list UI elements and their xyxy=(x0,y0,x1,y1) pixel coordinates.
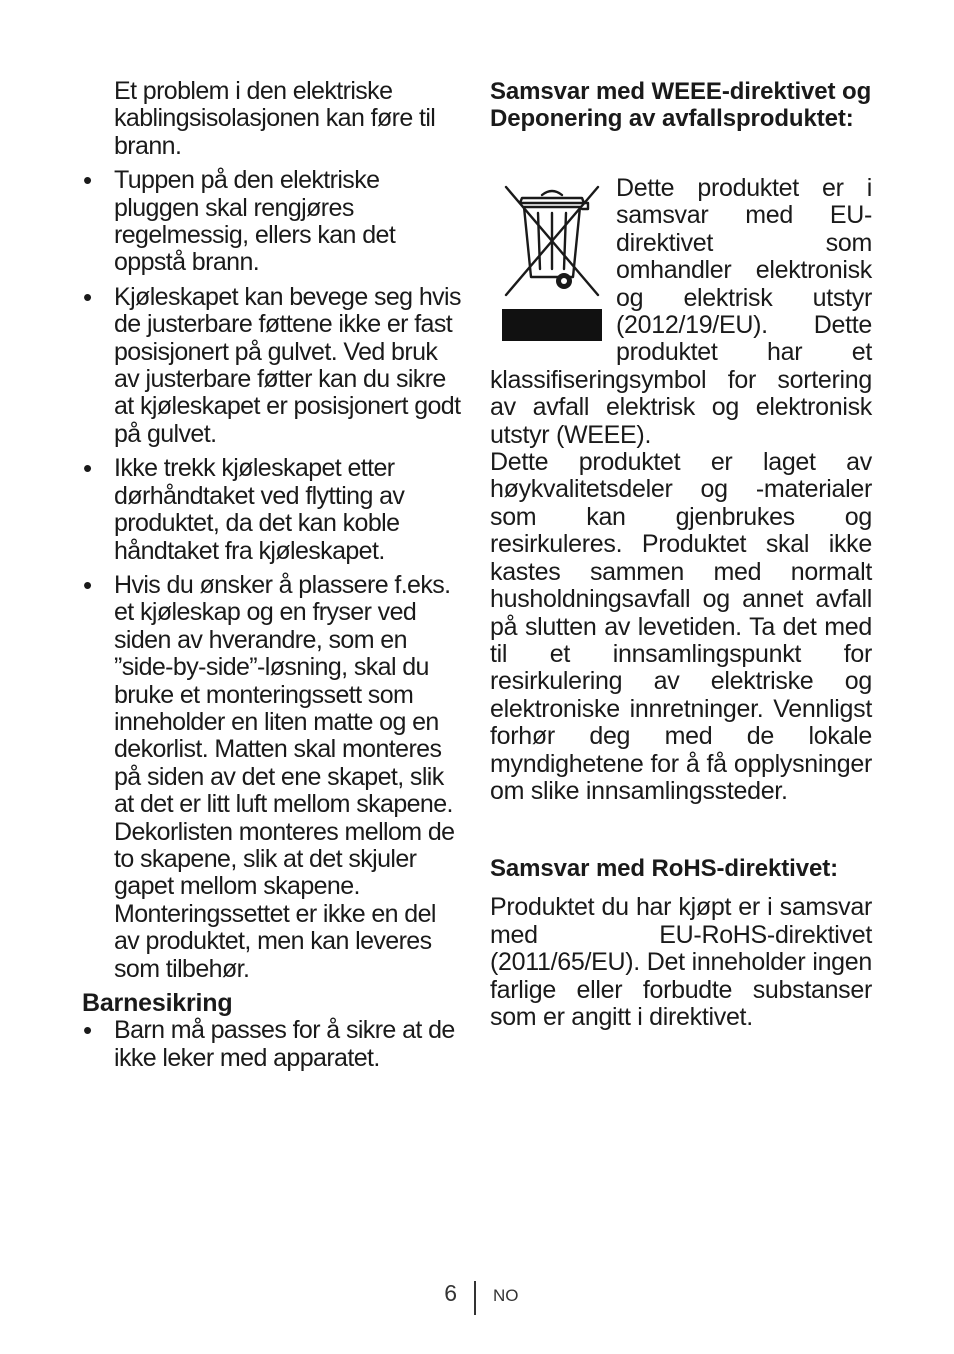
continued-paragraph: Et problem i den elektriske kablingsisolasjonen kan føre til brann. xyxy=(114,77,436,160)
list-item: • Tuppen på den elektriske pluggen skal rengjøres regelmessig, ellers kan det oppstå brann. xyxy=(82,167,467,277)
list-item: • Kjøleskapet kan bevege seg hvis de justerbare føttene ikke er fast posisjonert på gulvet. Ved bruk av justerbare føtter kan du sikre at kjøleskapet er posisjonert godt på gulvet. xyxy=(82,284,467,448)
language-code: NO xyxy=(493,1286,519,1305)
list-item: • Hvis du ønsker å plassere f.eks. et kjøleskap og en fryser ved siden av hverandre, som en ”side-by-side”-løsning, skal du bruke et monteringssett som inneholder en liten matte og en dekorlist. Matten skal monteres på siden av det ene skapet, slik at det er litt luft mellom skapene. Dekorlisten monteres mellom de to skapene, slik at det skjuler gapet mellom skapene. Monteringssettet er ikke en del av produktet, men kan leveres som tilbehør. xyxy=(82,572,467,983)
child-safety-list xyxy=(82,1017,467,1072)
crossed-out-wheelie-bin-icon xyxy=(502,181,602,341)
weee-heading: Samsvar med WEEE-direktivet og Deponering av avfallsproduktet: xyxy=(490,78,872,132)
footer-divider xyxy=(474,1281,476,1315)
child-safety-heading: Barnesikring xyxy=(82,989,233,1017)
weee-recycling-paragraph: Dette produktet er laget av høykvalitetsdeler og -materialer som kan gjenbrukes og resirkuleres. Produktet skal ikke kastes sammen med normalt husholdningsavfall og annet avfall på slutten av levetiden. Ta det med til et innsamlingspunkt for resirkulering av elektriske og elektroniske innretninger. Vennligst forhør deg med de lokale myndighetene for å få opplysninger om slike innsamlingssteder. xyxy=(490,448,872,805)
rohs-paragraph: Produktet du har kjøpt er i samsvar med EU-RoHS-direktivet (2011/65/EU). Det inneholder ingen farlige eller forbudte substanser som er angitt i direktivet. xyxy=(490,893,872,1031)
rohs-heading: Samsvar med RoHS-direktivet: xyxy=(490,855,838,883)
weee-paragraph: Dette produktet er i samsvar med EU-direktivet som omhandler elektronisk og elektrisk utstyr (2012/19/EU). Dette produktet har et klassifiseringsymbol for sortering av avfall elektrisk og elektronisk utstyr (WEEE). xyxy=(490,174,872,449)
right-column xyxy=(490,78,872,1031)
page-footer xyxy=(0,1280,954,1316)
weee-section xyxy=(490,175,872,805)
left-column xyxy=(82,78,467,1079)
list-item: • Ikke trekk kjøleskapet etter dørhåndtaket ved flytting av produktet, da det kan koble håndtaket fra kjøleskapet. xyxy=(82,455,467,565)
list-item: • Barn må passes for å sikre at de ikke leker med apparatet. xyxy=(82,1017,467,1072)
safety-bullet-list xyxy=(82,167,467,983)
page-number: 6 xyxy=(444,1280,457,1306)
